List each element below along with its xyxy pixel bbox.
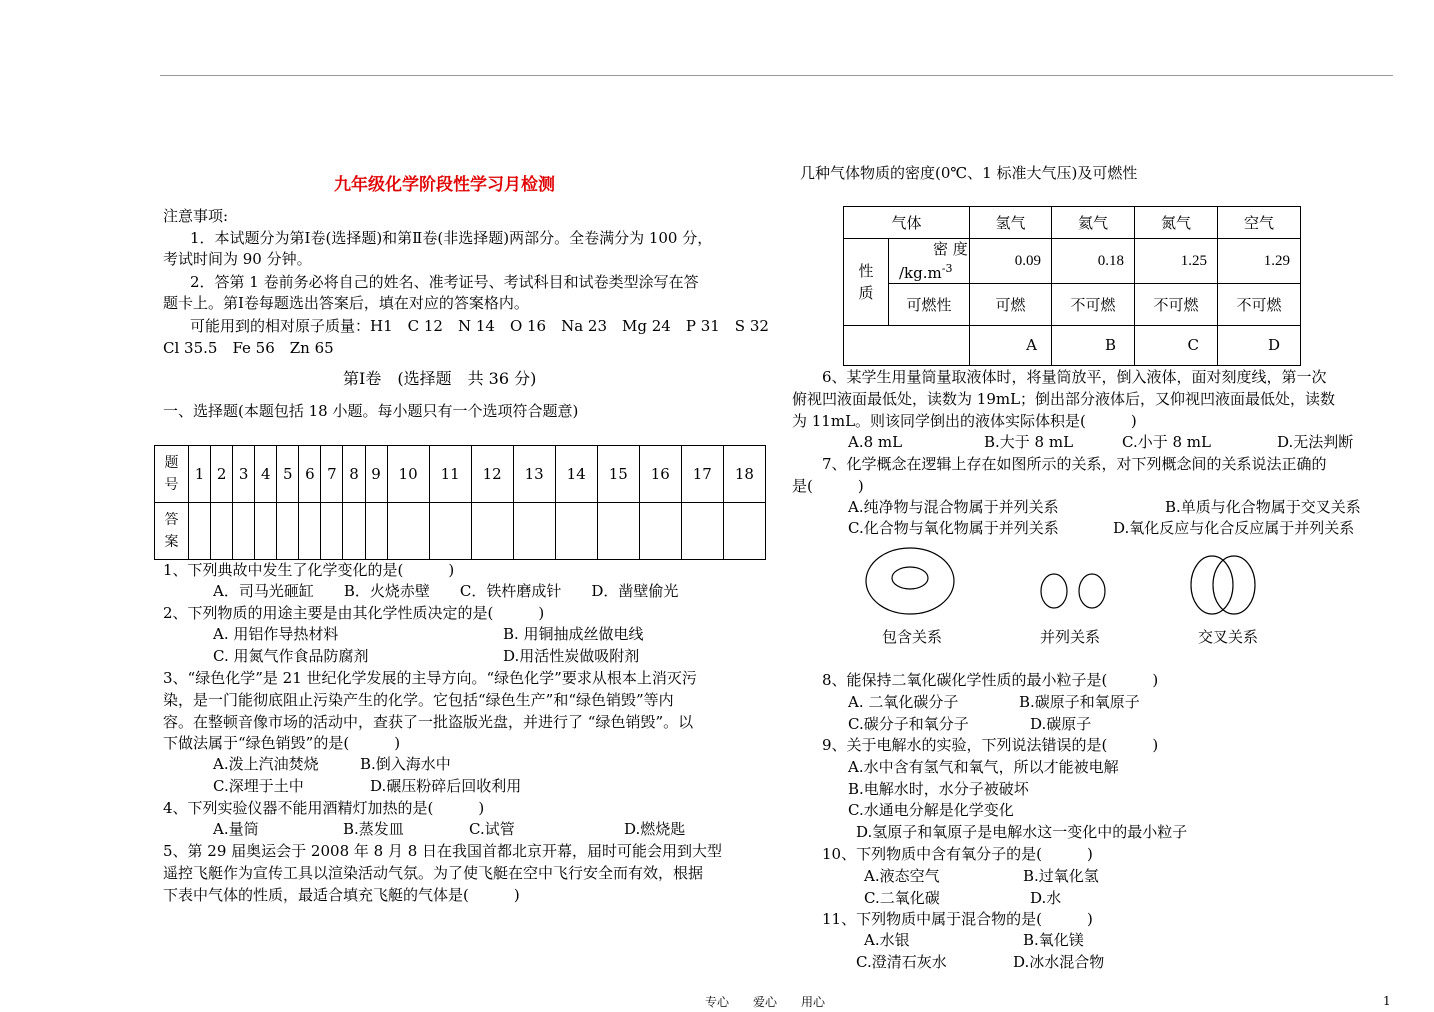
question-7: 是( ) (792, 477, 864, 495)
answer-cell[interactable] (681, 503, 723, 560)
col-header: 空气 (1218, 207, 1301, 239)
parallel-diagram (1041, 574, 1105, 608)
answer-cell[interactable] (211, 503, 233, 560)
density-value: 1.29 (1218, 239, 1301, 284)
containment-diagram (866, 548, 954, 614)
option: C.澄清石灰水 (856, 953, 947, 971)
question-number: 1 (189, 446, 211, 503)
flammability-value: 不可燃 (1218, 284, 1301, 325)
question-5: 5、第 29 届奥运会于 2008 年 8 月 8 日在我国首都北京开幕，届时可能会用到大型 (163, 842, 723, 860)
question-6: 为 11mL。则该同学倒出的液体实际体积是( ) (792, 412, 1137, 430)
flammability-value: 不可燃 (1135, 284, 1218, 325)
question-number: 18 (723, 446, 765, 503)
note-line: 考试时间为 90 分钟。 (163, 250, 312, 268)
option: A. 用铝作导热材料 (213, 625, 339, 643)
option-letter: D (1218, 325, 1301, 365)
diagram-label: 包含关系 (882, 628, 943, 646)
relation-diagram (850, 545, 1270, 625)
question-number: 6 (299, 446, 321, 503)
option-letter: A (970, 325, 1052, 365)
question-number: 16 (639, 446, 681, 503)
gas-properties-table (843, 206, 1301, 366)
density-value: 0.09 (970, 239, 1052, 284)
empty-cell (844, 325, 970, 365)
option: C.小于 8 mL (1122, 433, 1211, 451)
question-number: 7 (321, 446, 343, 503)
option: B.蒸发皿 (343, 820, 404, 838)
option: C.深埋于土中 (213, 777, 304, 795)
page-title: 九年级化学阶段性学习月检测 (334, 175, 555, 195)
question-8: 8、能保持二氧化碳化学性质的最小粒子是( ) (822, 671, 1159, 689)
question-number: 13 (513, 446, 555, 503)
answer-cell[interactable] (343, 503, 365, 560)
option-letter: B (1052, 325, 1135, 365)
density-value: 1.25 (1135, 239, 1218, 284)
diagram-label: 交叉关系 (1198, 628, 1259, 646)
notes-heading: 注意事项: (163, 207, 229, 225)
question-2: 2、下列物质的用途主要是由其化学性质决定的是( ) (163, 604, 545, 622)
option: D.燃烧匙 (624, 820, 686, 838)
option: C. 用氮气作食品防腐剂 (213, 647, 369, 665)
question-number: 2 (211, 446, 233, 503)
option: B. 用铜抽成丝做电线 (503, 625, 644, 643)
answer-cell[interactable] (639, 503, 681, 560)
option: D.用活性炭做吸附剂 (503, 647, 640, 665)
footer-text: 专心 爱心 用心 (705, 995, 826, 1009)
answer-cell[interactable] (597, 503, 639, 560)
answer-cell[interactable] (299, 503, 321, 560)
diagram-label: 并列关系 (1040, 628, 1101, 646)
option: C.水通电分解是化学变化 (848, 801, 1014, 819)
question-number: 3 (233, 446, 255, 503)
question-11: 11、下列物质中属于混合物的是( ) (822, 910, 1093, 928)
question-10: 10、下列物质中含有氧分子的是( ) (822, 845, 1093, 863)
header-rule (160, 75, 1393, 76)
option: C.化合物与氧化物属于并列关系 (848, 519, 1059, 537)
answer-table (154, 445, 766, 560)
option: D.冰水混合物 (1013, 953, 1105, 971)
option: D.无法判断 (1277, 433, 1354, 451)
section-title: 第Ⅰ卷 (选择题 共 36 分) (343, 369, 537, 388)
question-number: 10 (387, 446, 429, 503)
option: C.试管 (469, 820, 515, 838)
option: B.大于 8 mL (984, 433, 1074, 451)
question-number: 4 (255, 446, 277, 503)
option: C.二氧化碳 (864, 889, 940, 907)
answer-cell[interactable] (189, 503, 211, 560)
option: A.纯净物与混合物属于并列关系 (848, 498, 1059, 516)
option: A.量筒 (213, 820, 259, 838)
col-header: 氮气 (1135, 207, 1218, 239)
col-header: 氢气 (970, 207, 1052, 239)
option: D.氧化反应与化合反应属于并列关系 (1113, 519, 1355, 537)
question-9: 9、关于电解水的实验，下列说法错误的是( ) (822, 736, 1159, 754)
question-number: 5 (277, 446, 299, 503)
question-6: 6、某学生用量筒量取液体时，将量筒放平，倒入液体，面对刻度线，第一次 (822, 368, 1327, 386)
option: B.电解水时，水分子被破坏 (848, 780, 1029, 798)
table-caption: 几种气体物质的密度(0℃、1 标准大气压)及可燃性 (800, 164, 1138, 182)
note-line: 1．本试题分为第Ⅰ卷(选择题)和第Ⅱ卷(非选择题)两部分。全卷满分为 100 分， (190, 229, 713, 247)
answer-cell[interactable] (277, 503, 299, 560)
answer-cell[interactable] (321, 503, 343, 560)
option: D.水 (1030, 889, 1062, 907)
question-1: 1、下列典故中发生了化学变化的是( ) (163, 561, 455, 579)
col-header: 氦气 (1052, 207, 1135, 239)
option: D.碳原子 (1030, 715, 1092, 733)
note-line: 2．答第 1 卷前务必将自己的姓名、准考证号、考试科目和试卷类型涂写在答 (190, 273, 699, 291)
flammability-value: 可燃 (970, 284, 1052, 325)
answer-cell[interactable] (365, 503, 387, 560)
option: B.氧化镁 (1023, 931, 1084, 949)
option: A.8 mL (848, 433, 903, 451)
question-5: 遥控飞艇作为宣传工具以渲染活动气氛。为了使飞艇在空中飞行安全而有效，根据 (163, 864, 704, 882)
question-7: 7、化学概念在逻辑上存在如图所示的关系，对下列概念间的关系说法正确的 (822, 455, 1327, 473)
col-header: 气体 (844, 207, 970, 239)
answer-cell[interactable] (555, 503, 597, 560)
flammability-value: 不可燃 (1052, 284, 1135, 325)
question-4: 4、下列实验仪器不能用酒精灯加热的是( ) (163, 799, 485, 817)
answer-cell[interactable] (429, 503, 471, 560)
option: D.氢原子和氧原子是电解水这一变化中的最小粒子 (856, 823, 1188, 841)
row-header-property: 性 质 (844, 239, 889, 326)
question-1-options: A．司马光砸缸 B．火烧赤壁 C．铁杵磨成针 D．凿壁偷光 (213, 582, 679, 600)
header-cell: 题 号 (155, 446, 189, 503)
option: B.过氧化氢 (1023, 867, 1099, 885)
option-letter: C (1135, 325, 1218, 365)
question-6: 俯视凹液面最低处，读数为 19mL；倒出部分液体后，又仰视凹液面最低处，读数 (792, 390, 1336, 408)
option: A.水银 (864, 931, 910, 949)
section-instruction: 一、选择题(本题包括 18 小题。每小题只有一个选项符合题意) (163, 402, 579, 420)
note-line: 题卡上。第Ⅰ卷每题选出答案后，填在对应的答案格内。 (163, 294, 529, 312)
option: D.碾压粉碎后回收利用 (370, 777, 522, 795)
answer-cell[interactable] (387, 503, 429, 560)
header-cell: 答 案 (155, 503, 189, 560)
question-number: 15 (597, 446, 639, 503)
option: A.泼上汽油焚烧 (213, 755, 319, 773)
option: B.单质与化合物属于交叉关系 (1165, 498, 1361, 516)
answer-cell[interactable] (255, 503, 277, 560)
question-3: 染，是一门能彻底阻止污染产生的化学。它包括“绿色生产”和“绿色销毁”等内 (163, 691, 674, 709)
question-3: 容。在整顿音像市场的活动中，查获了一批盗版光盘，并进行了 “绿色销毁”。以 (163, 713, 694, 731)
question-3: 下做法属于“绿色销毁”的是( ) (163, 734, 401, 752)
answer-cell[interactable] (471, 503, 513, 560)
question-3: 3、“绿色化学”是 21 世纪化学发展的主导方向。“绿色化学”要求从根本上消灭污 (163, 669, 697, 687)
answer-cell[interactable] (723, 503, 765, 560)
option: B.倒入海水中 (360, 755, 451, 773)
answer-cell[interactable] (233, 503, 255, 560)
row-header-density: 密 度 $/kg.m^{-3}$ (889, 239, 970, 284)
question-number: 11 (429, 446, 471, 503)
intersection-diagram (1191, 556, 1255, 614)
row-header-flammability: 可燃性 (889, 284, 970, 325)
page-number: 1 (1383, 994, 1391, 1008)
option: C.碳分子和氧分子 (848, 715, 969, 733)
option: A.液态空气 (864, 867, 940, 885)
question-5: 下表中气体的性质，最适合填充飞艇的气体是( ) (163, 886, 520, 904)
option: B.碳原子和氧原子 (1019, 693, 1140, 711)
density-value: 0.18 (1052, 239, 1135, 284)
question-number: 14 (555, 446, 597, 503)
option: A.水中含有氢气和氧气，所以才能被电解 (848, 758, 1119, 776)
option: A. 二氧化碳分子 (848, 693, 959, 711)
question-number: 9 (365, 446, 387, 503)
atomic-masses: 可能用到的相对原子质量：H1 C 12 N 14 O 16 Na 23 Mg 24 P 31 S 32 (190, 317, 769, 335)
question-number: 17 (681, 446, 723, 503)
question-number: 12 (471, 446, 513, 503)
question-number: 8 (343, 446, 365, 503)
answer-cell[interactable] (513, 503, 555, 560)
atomic-masses: Cl 35.5 Fe 56 Zn 65 (163, 339, 334, 357)
